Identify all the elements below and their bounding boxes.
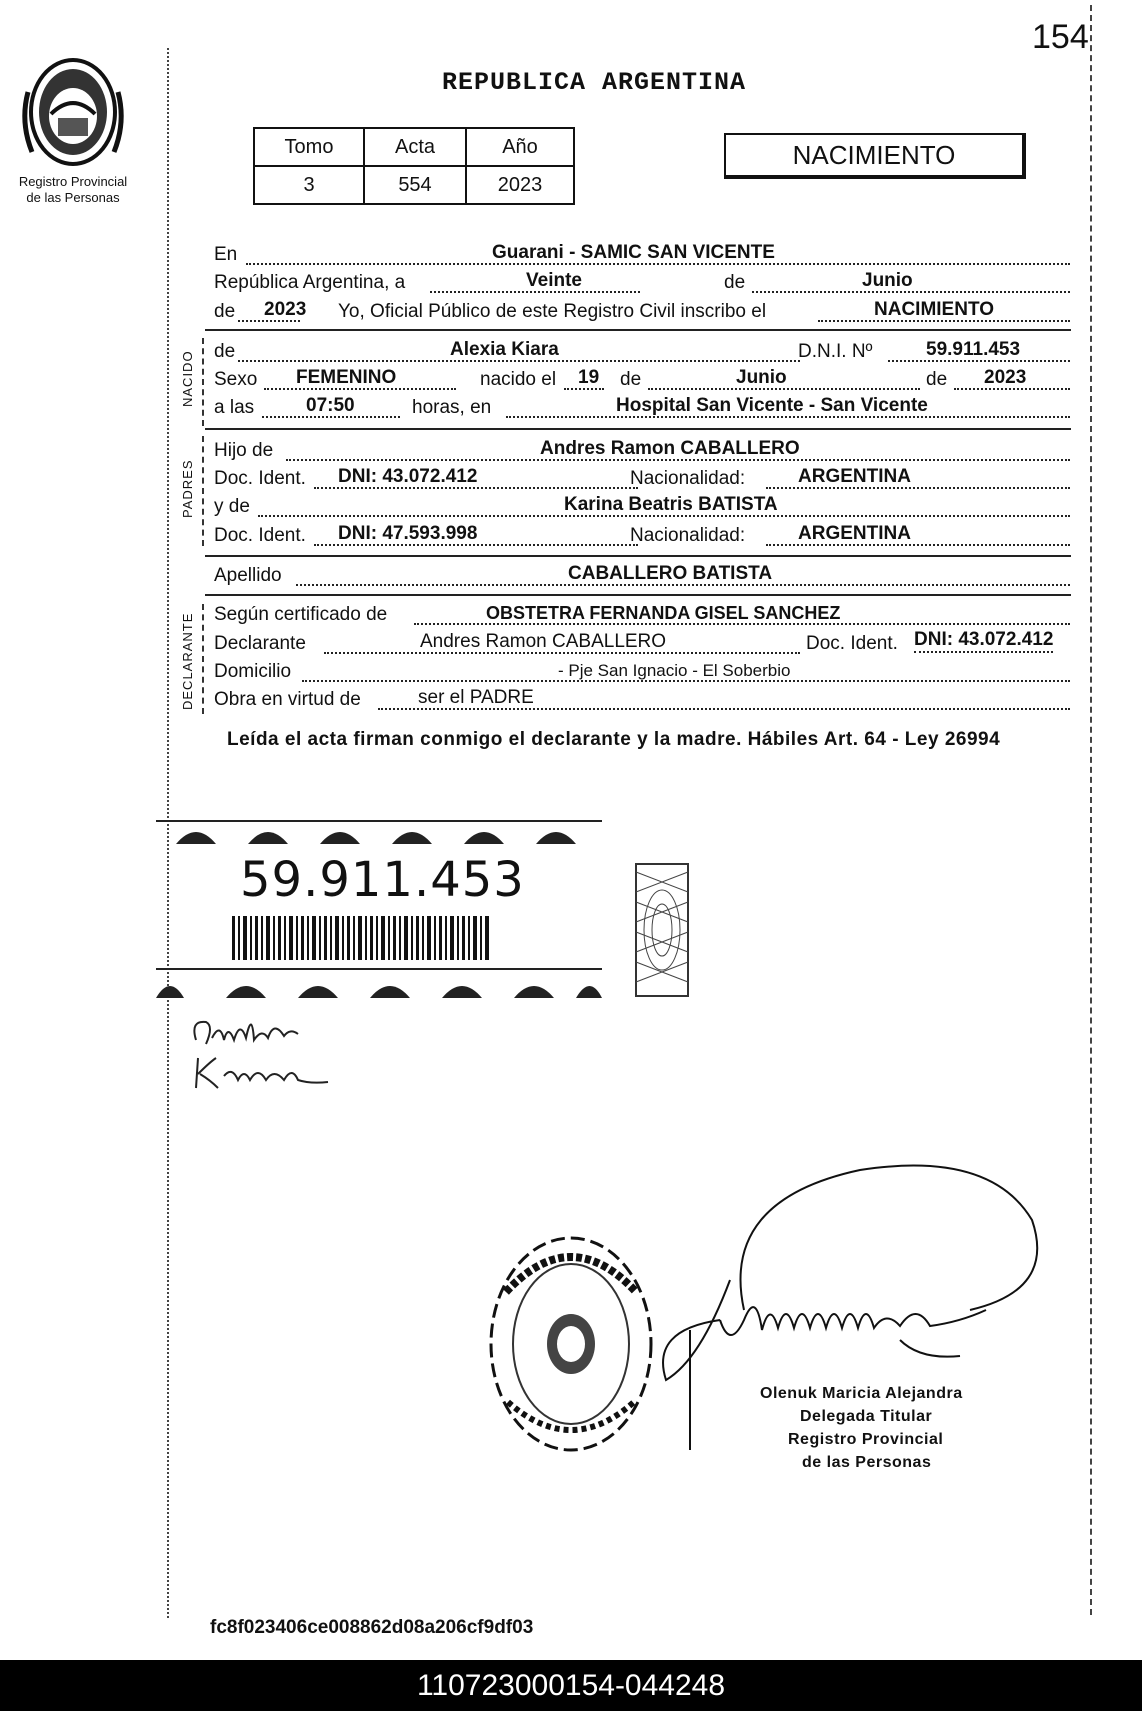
- value-birth-place: Hospital San Vicente - San Vicente: [616, 395, 928, 416]
- value-anio: 2023: [466, 166, 574, 204]
- label-mother-doc: Doc. Ident.: [214, 525, 306, 546]
- record-type-box: NACIMIENTO: [724, 133, 1026, 179]
- value-domicilio: - Pje San Ignacio - El Soberbio: [558, 661, 791, 680]
- value-declarante: Andres Ramon CABALLERO: [420, 631, 667, 652]
- value-obra: ser el PADRE: [418, 687, 534, 708]
- header-acta: Acta: [364, 128, 466, 166]
- label-domicilio: Domicilio: [214, 661, 292, 682]
- value-father: Andres Ramon CABALLERO: [540, 438, 800, 459]
- row-cert: [214, 602, 1070, 628]
- label-obra: Obra en virtud de: [214, 689, 361, 710]
- value-place: Guarani - SAMIC SAN VICENTE: [492, 242, 775, 263]
- label-a-las: a las: [214, 397, 255, 418]
- value-time: 07:50: [306, 395, 355, 416]
- value-apellido: CABALLERO BATISTA: [568, 563, 773, 584]
- value-day: Veinte: [526, 270, 582, 291]
- header-anio: Año: [466, 128, 574, 166]
- registration-text: Yo, Oficial Público de este Registro Civil inscribo el: [338, 301, 767, 322]
- header-tomo: Tomo: [254, 128, 364, 166]
- value-mother: Karina Beatris BATISTA: [564, 494, 778, 515]
- row-place: [214, 242, 1070, 268]
- row-date: [214, 270, 1070, 296]
- label-dni: D.N.I. Nº: [798, 341, 873, 362]
- value-cert: OBSTETRA FERNANDA GISEL SANCHEZ: [486, 603, 841, 623]
- official-name: Olenuk Maricia Alejandra: [760, 1385, 963, 1402]
- logo-caption-line1: Registro Provincial: [18, 174, 128, 189]
- label-en: En: [214, 244, 238, 265]
- row-apellido: [214, 563, 1070, 589]
- page-number: 154: [1032, 18, 1089, 56]
- value-acta: 554: [364, 166, 466, 204]
- label-father-doc: Doc. Ident.: [214, 468, 306, 489]
- document-title: REPUBLICA ARGENTINA: [442, 68, 747, 97]
- value-mother-doc: DNI: 47.593.998: [338, 523, 478, 544]
- section-declarante: DECLARANTE: [180, 612, 195, 710]
- official-org-line2: de las Personas: [802, 1454, 932, 1471]
- nacido-bracket: [202, 338, 204, 426]
- row-obra: [214, 687, 1070, 713]
- official-role: Delegada Titular: [800, 1408, 933, 1425]
- id-stamp-bottom-border: [156, 964, 602, 1005]
- value-year: 2023: [264, 299, 307, 320]
- row-nacido-time: [214, 395, 1070, 421]
- label-nacido-el: nacido el: [480, 369, 557, 390]
- value-father-doc: DNI: 43.072.412: [338, 466, 478, 487]
- value-birth-day: 19: [578, 367, 600, 388]
- row-father-doc: [214, 466, 1070, 492]
- barcode: [232, 916, 490, 965]
- row-mother: [214, 494, 1070, 520]
- row-nacido-name: [214, 339, 1070, 365]
- registry-stamp: [486, 1232, 656, 1456]
- label-apellido: Apellido: [214, 565, 282, 586]
- row-father: [214, 438, 1070, 464]
- row-declarante: [214, 631, 1070, 657]
- right-margin-line: [1090, 5, 1092, 1615]
- value-child-name: Alexia Kiara: [450, 339, 559, 360]
- footer-code: 110723000154-044248: [0, 1660, 1142, 1711]
- section-padres: PADRES: [180, 459, 195, 518]
- signing-note: Leída el acta firman conmigo el declarante y la madre. Hábiles Art. 64 - Ley 26994: [227, 729, 1001, 750]
- logo-caption-line2: de las Personas: [26, 190, 120, 205]
- label-de-month: de: [724, 272, 746, 293]
- document-hash: fc8f023406ce008862d08a206cf9df03: [210, 1617, 534, 1638]
- value-birth-year: 2023: [984, 367, 1027, 388]
- padres-bracket: [202, 436, 204, 546]
- label-y-de: y de: [214, 496, 250, 517]
- id-number: 59.911.453: [240, 852, 525, 908]
- label-de-2: de: [926, 369, 948, 390]
- row-mother-doc: [214, 523, 1070, 549]
- id-stamp-top-border: [156, 812, 602, 853]
- label-de-name: de: [214, 341, 236, 362]
- value-mother-nat: ARGENTINA: [798, 523, 911, 544]
- label-hijo-de: Hijo de: [214, 440, 274, 461]
- label-decl-doc: Doc. Ident.: [806, 633, 898, 654]
- label-cert: Según certificado de: [214, 604, 388, 625]
- row-nacido-sex: [214, 367, 1070, 393]
- label-horas-en: horas, en: [412, 397, 492, 418]
- security-hologram-icon: [634, 862, 690, 998]
- label-de-year: de: [214, 301, 236, 322]
- section-nacido: NACIDO: [180, 350, 195, 407]
- row-registration: [214, 299, 1070, 325]
- value-month: Junio: [862, 270, 913, 291]
- seal-emblem-icon: [18, 52, 128, 172]
- record-reference-table: [253, 127, 575, 205]
- declarante-bracket: [202, 604, 204, 714]
- rule-2: [205, 428, 1071, 430]
- row-domicilio: [214, 659, 1070, 685]
- logo-caption: [0, 174, 146, 206]
- value-father-nat: ARGENTINA: [798, 466, 911, 487]
- label-declarante: Declarante: [214, 633, 306, 654]
- rule-4: [205, 594, 1071, 596]
- label-country: República Argentina, a: [214, 272, 406, 293]
- handwritten-signatures: [188, 1010, 368, 1105]
- label-sexo: Sexo: [214, 369, 258, 390]
- value-birth-month: Junio: [736, 367, 787, 388]
- province-logo: [18, 52, 128, 172]
- value-sex: FEMENINO: [296, 367, 397, 388]
- rule-3: [205, 555, 1071, 557]
- value-child-dni: 59.911.453: [926, 339, 1021, 360]
- rule-1: [205, 329, 1071, 331]
- value-tomo: 3: [254, 166, 364, 204]
- label-father-nat: Nacionalidad:: [630, 468, 746, 489]
- label-de-1: de: [620, 369, 642, 390]
- official-org-line1: Registro Provincial: [788, 1431, 944, 1448]
- value-decl-doc: DNI: 43.072.412: [914, 629, 1053, 653]
- value-kind: NACIMIENTO: [874, 299, 994, 320]
- label-mother-nat: Nacionalidad:: [630, 525, 746, 546]
